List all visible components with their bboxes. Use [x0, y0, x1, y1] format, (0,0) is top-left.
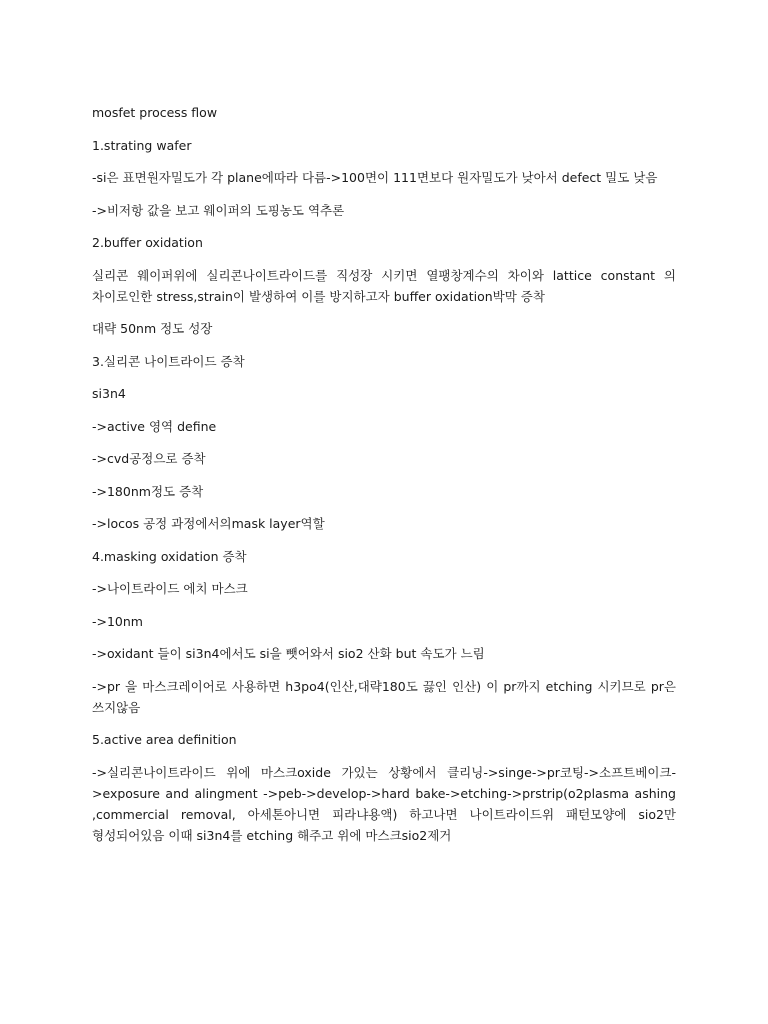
paragraph-line: ->cvd공정으로 증착 [92, 451, 206, 466]
paragraph-line: ->비저항 값을 보고 웨이퍼의 도핑농도 역추론 [92, 202, 345, 218]
section-heading-5: 5.active area definition [92, 732, 237, 747]
paragraph-line: ->나이트라이드 에치 마스크 [92, 581, 248, 596]
section-heading-2: 2.buffer oxidation [92, 235, 203, 250]
paragraph-line: ->실리콘나이트라이드 위에 마스크oxide 가있는 상황에서 클리닝->singe->pr코팅->소프트베이크->exposure and alingment ->peb->develop->hard bake->etching->prstrip(o2plasma ashing ,commercial removal, 아세톤아니면 피라냐용액) 하고나면 나이트라이드위 패턴모양에 sio2만 형성되어있음 이때 si3n4를 etching 해주고 위에 마스크sio2제거 [92, 764, 676, 843]
paragraph-line: ->oxidant 들이 si3n4에서도 si을 뺏어와서 sio2 산화 but 속도가 느림 [92, 646, 485, 661]
paragraph-line: 실리콘 웨이퍼위에 실리콘나이트라이드를 직성장 시키면 열팽창계수의 차이와 lattice constant 의 차이로인한 stress,strain이 발생하여 이를 방지하고자 buffer oxidation박막 증착 [92, 267, 676, 304]
paragraph-line: ->active 영역 define [92, 418, 217, 434]
paragraph-line: ->pr 을 마스크레이어로 사용하면 h3po4(인산,대략180도 끓인 인산) 이 pr까지 etching 시키므로 pr은 쓰지않음 [92, 678, 676, 715]
section-heading-4: 4.masking oxidation 증착 [92, 548, 247, 564]
document-title: mosfet process flow [92, 105, 218, 120]
paragraph-line: si3n4 [92, 386, 126, 401]
paragraph-line: ->180nm정도 증착 [92, 483, 204, 499]
paragraph-line: -si은 표면원자밀도가 각 plane에따라 다름->100면이 111면보다 원자밀도가 낮아서 defect 밀도 낮음 [92, 170, 658, 185]
section-heading-1: 1.strating wafer [92, 137, 192, 153]
paragraph-line: 대략 50nm 정도 성장 [92, 321, 213, 336]
section-heading-3: 3.실리콘 나이트라이드 증착 [92, 353, 245, 369]
paragraph-line: ->locos 공정 과정에서의mask layer역할 [92, 516, 325, 531]
paragraph-line: ->10nm [92, 613, 143, 629]
